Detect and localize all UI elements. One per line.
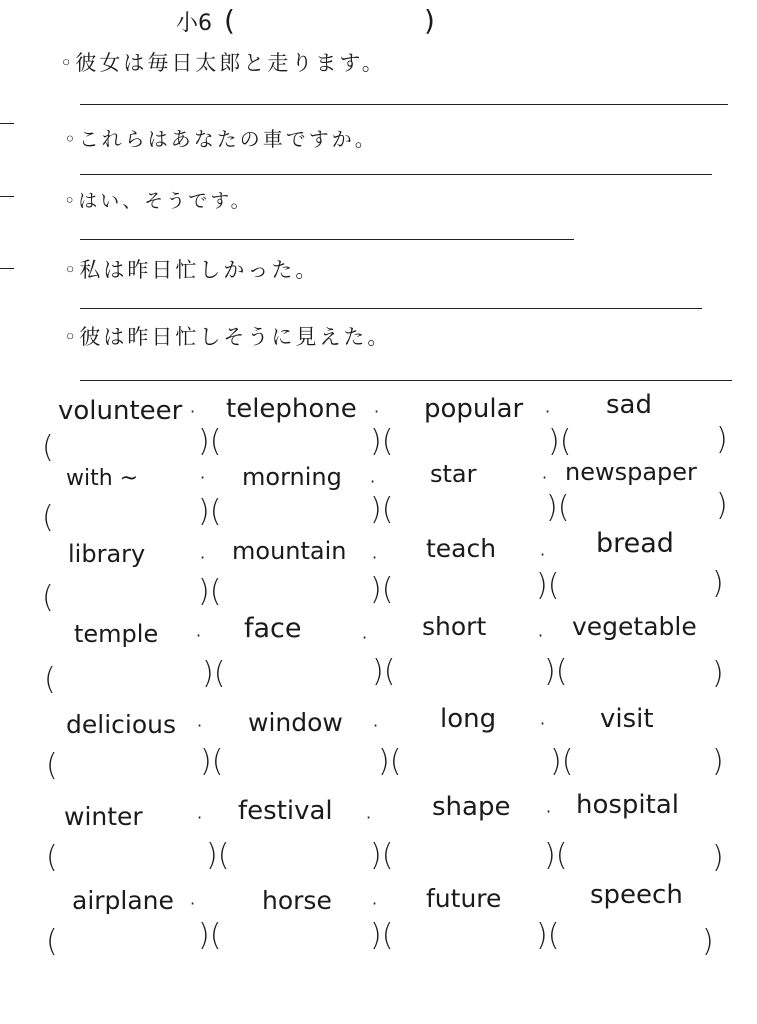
separator-dot: · [197, 716, 203, 735]
answer-bracket-join: )( [544, 654, 568, 689]
vocab-word: hospital [576, 790, 680, 820]
separator-dot: · [373, 716, 379, 735]
vocab-word: telephone [226, 394, 357, 424]
vocab-word: sad [606, 390, 652, 420]
answer-bracket-join: )( [544, 838, 568, 873]
vocab-word: teach [426, 534, 497, 563]
answer-bracket-join: )( [546, 490, 570, 525]
vocab-word: long [440, 704, 497, 734]
vocab-word: airplane [72, 886, 174, 915]
separator-dot: · [540, 545, 546, 564]
separator-dot: · [190, 402, 196, 421]
grade-label: 小6 [176, 11, 212, 36]
answer-bracket-join: )( [548, 424, 572, 459]
vocab-word: winter [64, 802, 143, 831]
answer-bracket-open: ( [42, 500, 54, 535]
answer-bracket-join: )( [550, 744, 574, 779]
separator-dot: · [200, 548, 206, 567]
sentence-2: ◦これらはあなたの車ですか。 [64, 127, 378, 151]
answer-bracket-close: ) [712, 656, 724, 691]
vocab-word: face [244, 613, 302, 644]
separator-dot: · [190, 894, 196, 913]
separator-dot: · [374, 402, 380, 421]
margin-tick-3 [0, 268, 14, 269]
separator-dot: · [542, 468, 548, 487]
answer-bracket-join: )( [206, 838, 230, 873]
answer-bracket-close: ) [702, 924, 714, 959]
vocab-word: festival [238, 796, 333, 826]
name-open-paren: ( [224, 4, 235, 37]
answer-bracket-open: ( [46, 748, 58, 783]
answer-bracket-close: ) [712, 566, 724, 601]
vocab-word: volunteer [58, 396, 183, 426]
answer-bracket-open: ( [42, 430, 54, 465]
answer-bracket-join: )( [370, 918, 394, 953]
vocab-word: future [426, 884, 502, 913]
answer-bracket-join: )( [370, 492, 394, 527]
answer-bracket-join: )( [198, 918, 222, 953]
answer-bracket-close: ) [712, 744, 724, 779]
vocab-word: temple [74, 620, 159, 648]
answer-bracket-join: )( [202, 656, 226, 691]
vocab-word: window [248, 708, 343, 737]
answer-bracket-close: ) [712, 840, 724, 875]
answer-bracket-join: )( [536, 568, 560, 603]
answer-bracket-join: )( [198, 574, 222, 609]
vocab-word: star [430, 460, 477, 488]
sentence-3: ◦はい、そうです。 [64, 190, 253, 212]
separator-dot: · [362, 628, 368, 647]
margin-tick-1 [0, 123, 14, 124]
separator-dot: · [366, 808, 372, 827]
sentence-1: ◦彼女は毎日太郎と走ります。 [60, 51, 386, 75]
answer-bracket-join: )( [370, 424, 394, 459]
answer-line-3 [80, 239, 574, 240]
vocab-word: newspaper [565, 458, 697, 486]
vocab-word: popular [424, 394, 524, 424]
vocab-word: bread [596, 528, 674, 559]
answer-bracket-join: )( [372, 654, 396, 689]
sentence-4: ◦私は昨日忙しかった。 [64, 258, 320, 282]
name-close-paren: ) [424, 4, 435, 37]
separator-dot: · [540, 714, 546, 733]
answer-bracket-close: ) [716, 488, 728, 523]
answer-line-4 [80, 308, 702, 309]
separator-dot: · [370, 472, 376, 491]
answer-bracket-open: ( [46, 924, 58, 959]
vocab-word: short [422, 612, 487, 641]
sentence-5: ◦彼は昨日忙しそうに見えた。 [64, 325, 392, 349]
vocab-word: speech [590, 880, 683, 910]
answer-bracket-join: )( [536, 918, 560, 953]
answer-bracket-join: )( [370, 572, 394, 607]
separator-dot: · [546, 802, 552, 821]
vocab-word: mountain [232, 537, 347, 565]
separator-dot: · [197, 808, 203, 827]
answer-bracket-join: )( [198, 424, 222, 459]
vocab-word: horse [262, 886, 332, 915]
answer-bracket-open: ( [44, 662, 56, 697]
vocab-word: shape [432, 792, 511, 822]
answer-line-5 [80, 380, 732, 381]
margin-tick-2 [0, 196, 14, 197]
vocab-word: morning [242, 463, 342, 491]
answer-line-1 [80, 104, 728, 105]
separator-dot: · [545, 402, 551, 421]
separator-dot: · [372, 894, 378, 913]
vocab-word: visit [600, 704, 654, 734]
separator-dot: · [538, 626, 544, 645]
answer-bracket-join: )( [200, 744, 224, 779]
answer-bracket-join: )( [198, 494, 222, 529]
separator-dot: · [196, 626, 202, 645]
answer-bracket-close: ) [716, 422, 728, 457]
answer-bracket-join: )( [378, 744, 402, 779]
vocab-word: delicious [66, 710, 176, 739]
vocab-word: vegetable [572, 612, 697, 641]
answer-bracket-open: ( [46, 840, 58, 875]
answer-line-2 [80, 174, 712, 175]
separator-dot: · [200, 468, 206, 487]
answer-bracket-open: ( [42, 580, 54, 615]
answer-bracket-join: )( [370, 838, 394, 873]
vocab-word: with ~ [66, 466, 139, 491]
separator-dot: · [372, 548, 378, 567]
vocab-word: library [68, 540, 146, 568]
